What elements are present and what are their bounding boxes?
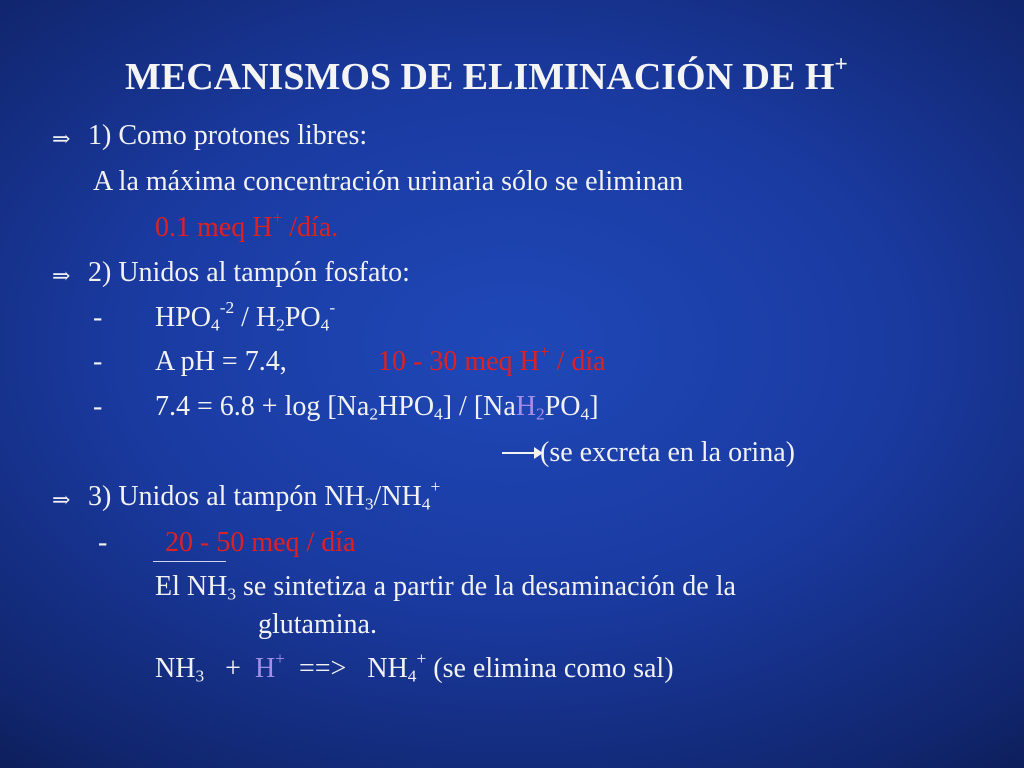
ammonium-reaction: $NH_3 + H^+$ ==> $NH_4^+$ (se elimina como sal)	[155, 648, 674, 686]
item1-label: 1) Como protones libres:	[88, 120, 368, 151]
excretion-note: (se excreta en la orina)	[540, 437, 795, 468]
item3-label: 3) Unidos al tampón $NH_3/NH_4^+$	[88, 476, 441, 514]
ammonia-description: El $NH_3$ se sintetiza a partir de la desaminación de la	[155, 571, 736, 604]
henderson-equation: $7.4 = 6.8 + \log [Na_2HPO_4] / [NaH_2PO_4]$	[155, 391, 599, 424]
item1-value: 0.1 meq H+ /día.	[155, 207, 339, 243]
item1-text: A la máxima concentración urinaria sólo se eliminan	[93, 166, 684, 197]
bullet-arrow-icon: ⇒	[52, 487, 71, 512]
phosphate-rate: 10 - 30 meq H+ / día	[378, 341, 606, 377]
ammonium-rate: 20 - 50 meq / día	[165, 527, 356, 558]
item3-dash: -	[98, 527, 108, 558]
bullet-arrow-icon: ⇒	[52, 126, 71, 151]
item2-label: 2) Unidos al tampón fosfato:	[88, 257, 410, 288]
arrow-line-icon	[502, 452, 538, 454]
bullet-arrow-icon: ⇒	[52, 263, 71, 288]
phosphate-pair: $HPO_4^{-2} / H_2PO_4^-$	[155, 297, 336, 335]
item2-dash-a: -	[93, 302, 103, 333]
item2-dash-b: -	[93, 346, 103, 377]
slide-title: MECANISMOS DE ELIMINACIÓN DE H+	[125, 51, 848, 98]
ph-text: A pH = 7.4,	[155, 346, 287, 377]
underline-decoration	[153, 561, 226, 562]
item2-dash-c: -	[93, 391, 103, 422]
ammonia-description-cont: glutamina.	[258, 609, 377, 640]
